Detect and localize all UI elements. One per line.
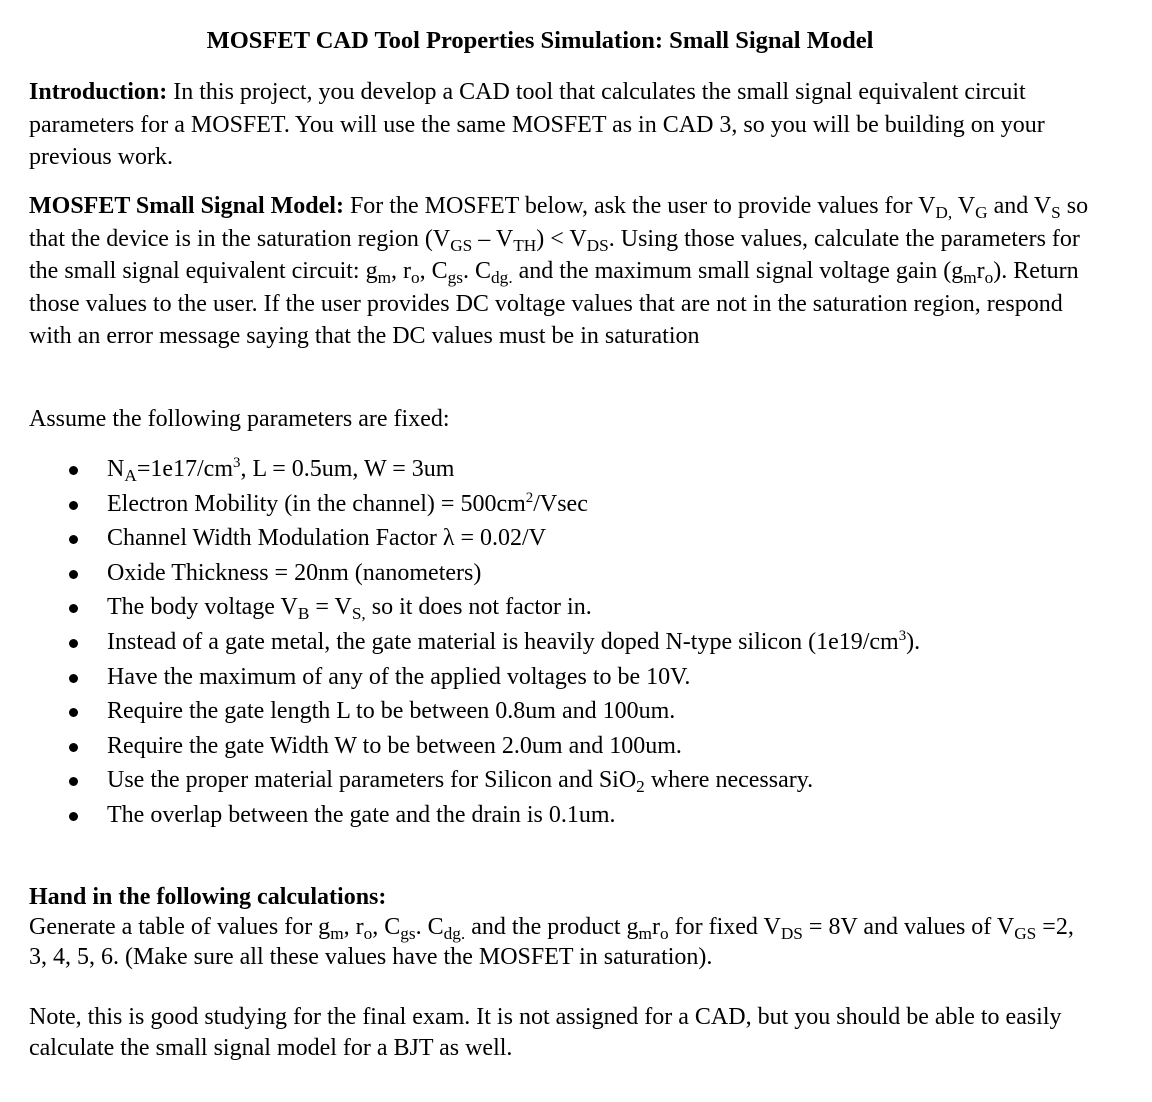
intro-label: Introduction: <box>29 79 168 105</box>
list-item: Electron Mobility (in the channel) = $500cm^2$/Vsec <box>0 487 1100 522</box>
list-item: Instead of a gate metal, the gate material is heavily doped N-type silicon $(1e19/cm^3)$. <box>0 625 1100 660</box>
list-item: Require the gate Width W to be between 2.0um and 100um. <box>0 729 1100 764</box>
list-item: The body voltage $V_B = V_{S,}$ so it does not factor in. <box>0 590 1100 625</box>
list-item: Oxide Thickness = 20nm (nanometers) <box>0 556 1100 591</box>
small-signal-model-paragraph: MOSFET Small Signal Model: For the MOSFET below, ask the user to provide values for $V_{D,}$ $V_G$ and $V_S$ so that the device is in the saturation region $(V_{GS} - V_{TH}) < V_{DS}$. Using those values, calculate the parameters for the small signal equivalent circuit: $g_m$, $r_o$, $C_{gs}$. $C_{dg.}$ and the maximum small signal voltage gain $(g_mr_o)$. Return those values to the user. If the user provides DC voltage values that are not in the saturation region, respond with an error message saying that the DC values must be in saturation <box>29 193 1089 350</box>
bullet-icon <box>69 674 78 683</box>
list-item: $N_A=1e17/cm^3$, L = 0.5um, W = 3um <box>0 452 1100 487</box>
study-note: Note, this is good studying for the final exam. It is not assigned for a CAD, but you should be able to easily calculate the small signal model for a BJT as well. <box>29 1004 1062 1061</box>
bullet-icon <box>69 570 78 579</box>
list-item: Require the gate length L to be between 0.8um and 100um. <box>0 694 1100 729</box>
bullet-icon <box>69 812 78 821</box>
list-item: The overlap between the gate and the drain is 0.1um. <box>0 798 1100 833</box>
fixed-parameters-list <box>0 452 1100 833</box>
hand-in-paragraph: Generate a table of values for $g_m$, $r_o$, $C_{gs}$. $C_{dg.}$ and the product $g_mr_o$ for fixed $V_{DS} = 8V$ and values of $V_{GS} =2$, 3, 4, 5, 6. (Make sure all these values have the MOSFET in saturation). <box>29 914 1074 970</box>
intro-text: In this project, you develop a CAD tool that calculates the small signal equivalent circuit parameters for a MOSFET. You will use the same MOSFET as in CAD 3, so you will be building on your previous work. <box>29 79 1045 171</box>
bullet-icon <box>69 743 78 752</box>
intro-paragraph <box>29 76 1089 174</box>
bullet-icon <box>69 604 78 613</box>
bullet-icon <box>69 535 78 544</box>
bullet-icon <box>69 777 78 786</box>
list-item: Channel Width Modulation Factor λ = 0.02/V <box>0 521 1100 556</box>
bullet-icon <box>69 501 78 510</box>
assumptions-intro: Assume the following parameters are fixed: <box>29 406 450 432</box>
list-item: Have the maximum of any of the applied voltages to be 10V. <box>0 660 1100 695</box>
model-label: MOSFET Small Signal Model: <box>29 193 344 219</box>
bullet-icon <box>69 708 78 717</box>
bullet-icon <box>69 639 78 648</box>
bullet-icon <box>69 466 78 475</box>
hand-in-heading: Hand in the following calculations: <box>29 884 387 910</box>
list-item: Use the proper material parameters for Silicon and SiO$_2$ where necessary. <box>0 763 1100 798</box>
page-title: MOSFET CAD Tool Properties Simulation: Small Signal Model <box>206 27 874 54</box>
